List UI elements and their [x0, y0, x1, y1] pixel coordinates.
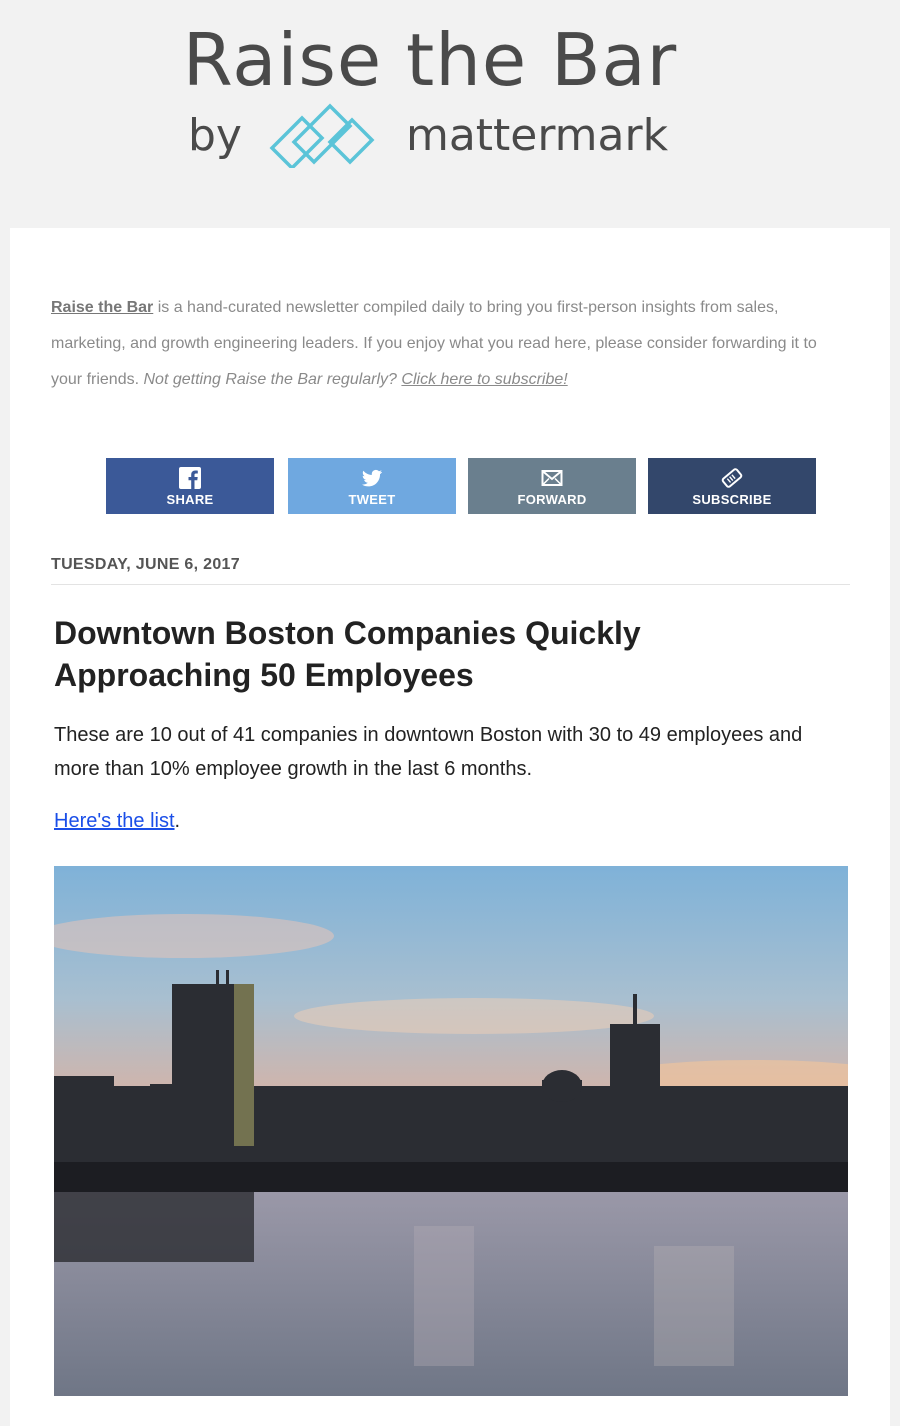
brand-line	[188, 100, 668, 170]
share-label: SHARE	[166, 492, 214, 507]
twitter-tweet-button[interactable]	[288, 458, 456, 514]
by-text: by	[188, 109, 242, 161]
subscribe-link[interactable]: Click here to subscribe!	[401, 371, 568, 388]
mattermark-logo-icon	[268, 102, 380, 168]
article-title: Downtown Boston Companies Quickly Approaching 50 Employees	[54, 615, 641, 693]
date-divider	[51, 584, 850, 585]
twitter-icon	[360, 466, 384, 490]
facebook-share-button[interactable]	[106, 458, 274, 514]
newsletter-title: Raise the Bar	[182, 18, 678, 102]
boston-skyline-image[interactable]	[54, 866, 848, 1396]
heres-the-list-link[interactable]: Here's the list	[54, 810, 175, 832]
raise-the-bar-link[interactable]: Raise the Bar	[51, 299, 154, 316]
brand-name: mattermark	[405, 109, 669, 161]
tweet-label: TWEET	[348, 492, 396, 507]
facebook-icon	[178, 466, 202, 490]
newsletter-card	[10, 228, 890, 1426]
forward-label: FORWARD	[517, 492, 587, 507]
intro-text: is a hand-curated newsletter compiled daily to bring you first-person insights from sales, marketing, and growth engineering leaders. If you enjoy what you read here, please consider forwarding it to your friends.	[51, 299, 817, 388]
newsletter-header	[0, 0, 900, 228]
envelope-icon	[540, 466, 564, 490]
article-body: These are 10 out of 41 companies in downtown Boston with 30 to 49 employees and more than 10% employee growth in the last 6 months.	[54, 724, 803, 780]
intro-question: Not getting Raise the Bar regularly?	[143, 371, 402, 388]
issue-date: TUESDAY, JUNE 6, 2017	[51, 556, 240, 573]
share-button-row	[106, 458, 818, 514]
forward-button[interactable]	[468, 458, 636, 514]
list-link-line	[54, 810, 180, 833]
ticket-icon	[720, 466, 744, 490]
list-link-suffix: .	[174, 810, 181, 832]
intro-paragraph	[51, 290, 831, 398]
subscribe-button[interactable]	[648, 458, 816, 514]
subscribe-label: SUBSCRIBE	[692, 492, 772, 507]
